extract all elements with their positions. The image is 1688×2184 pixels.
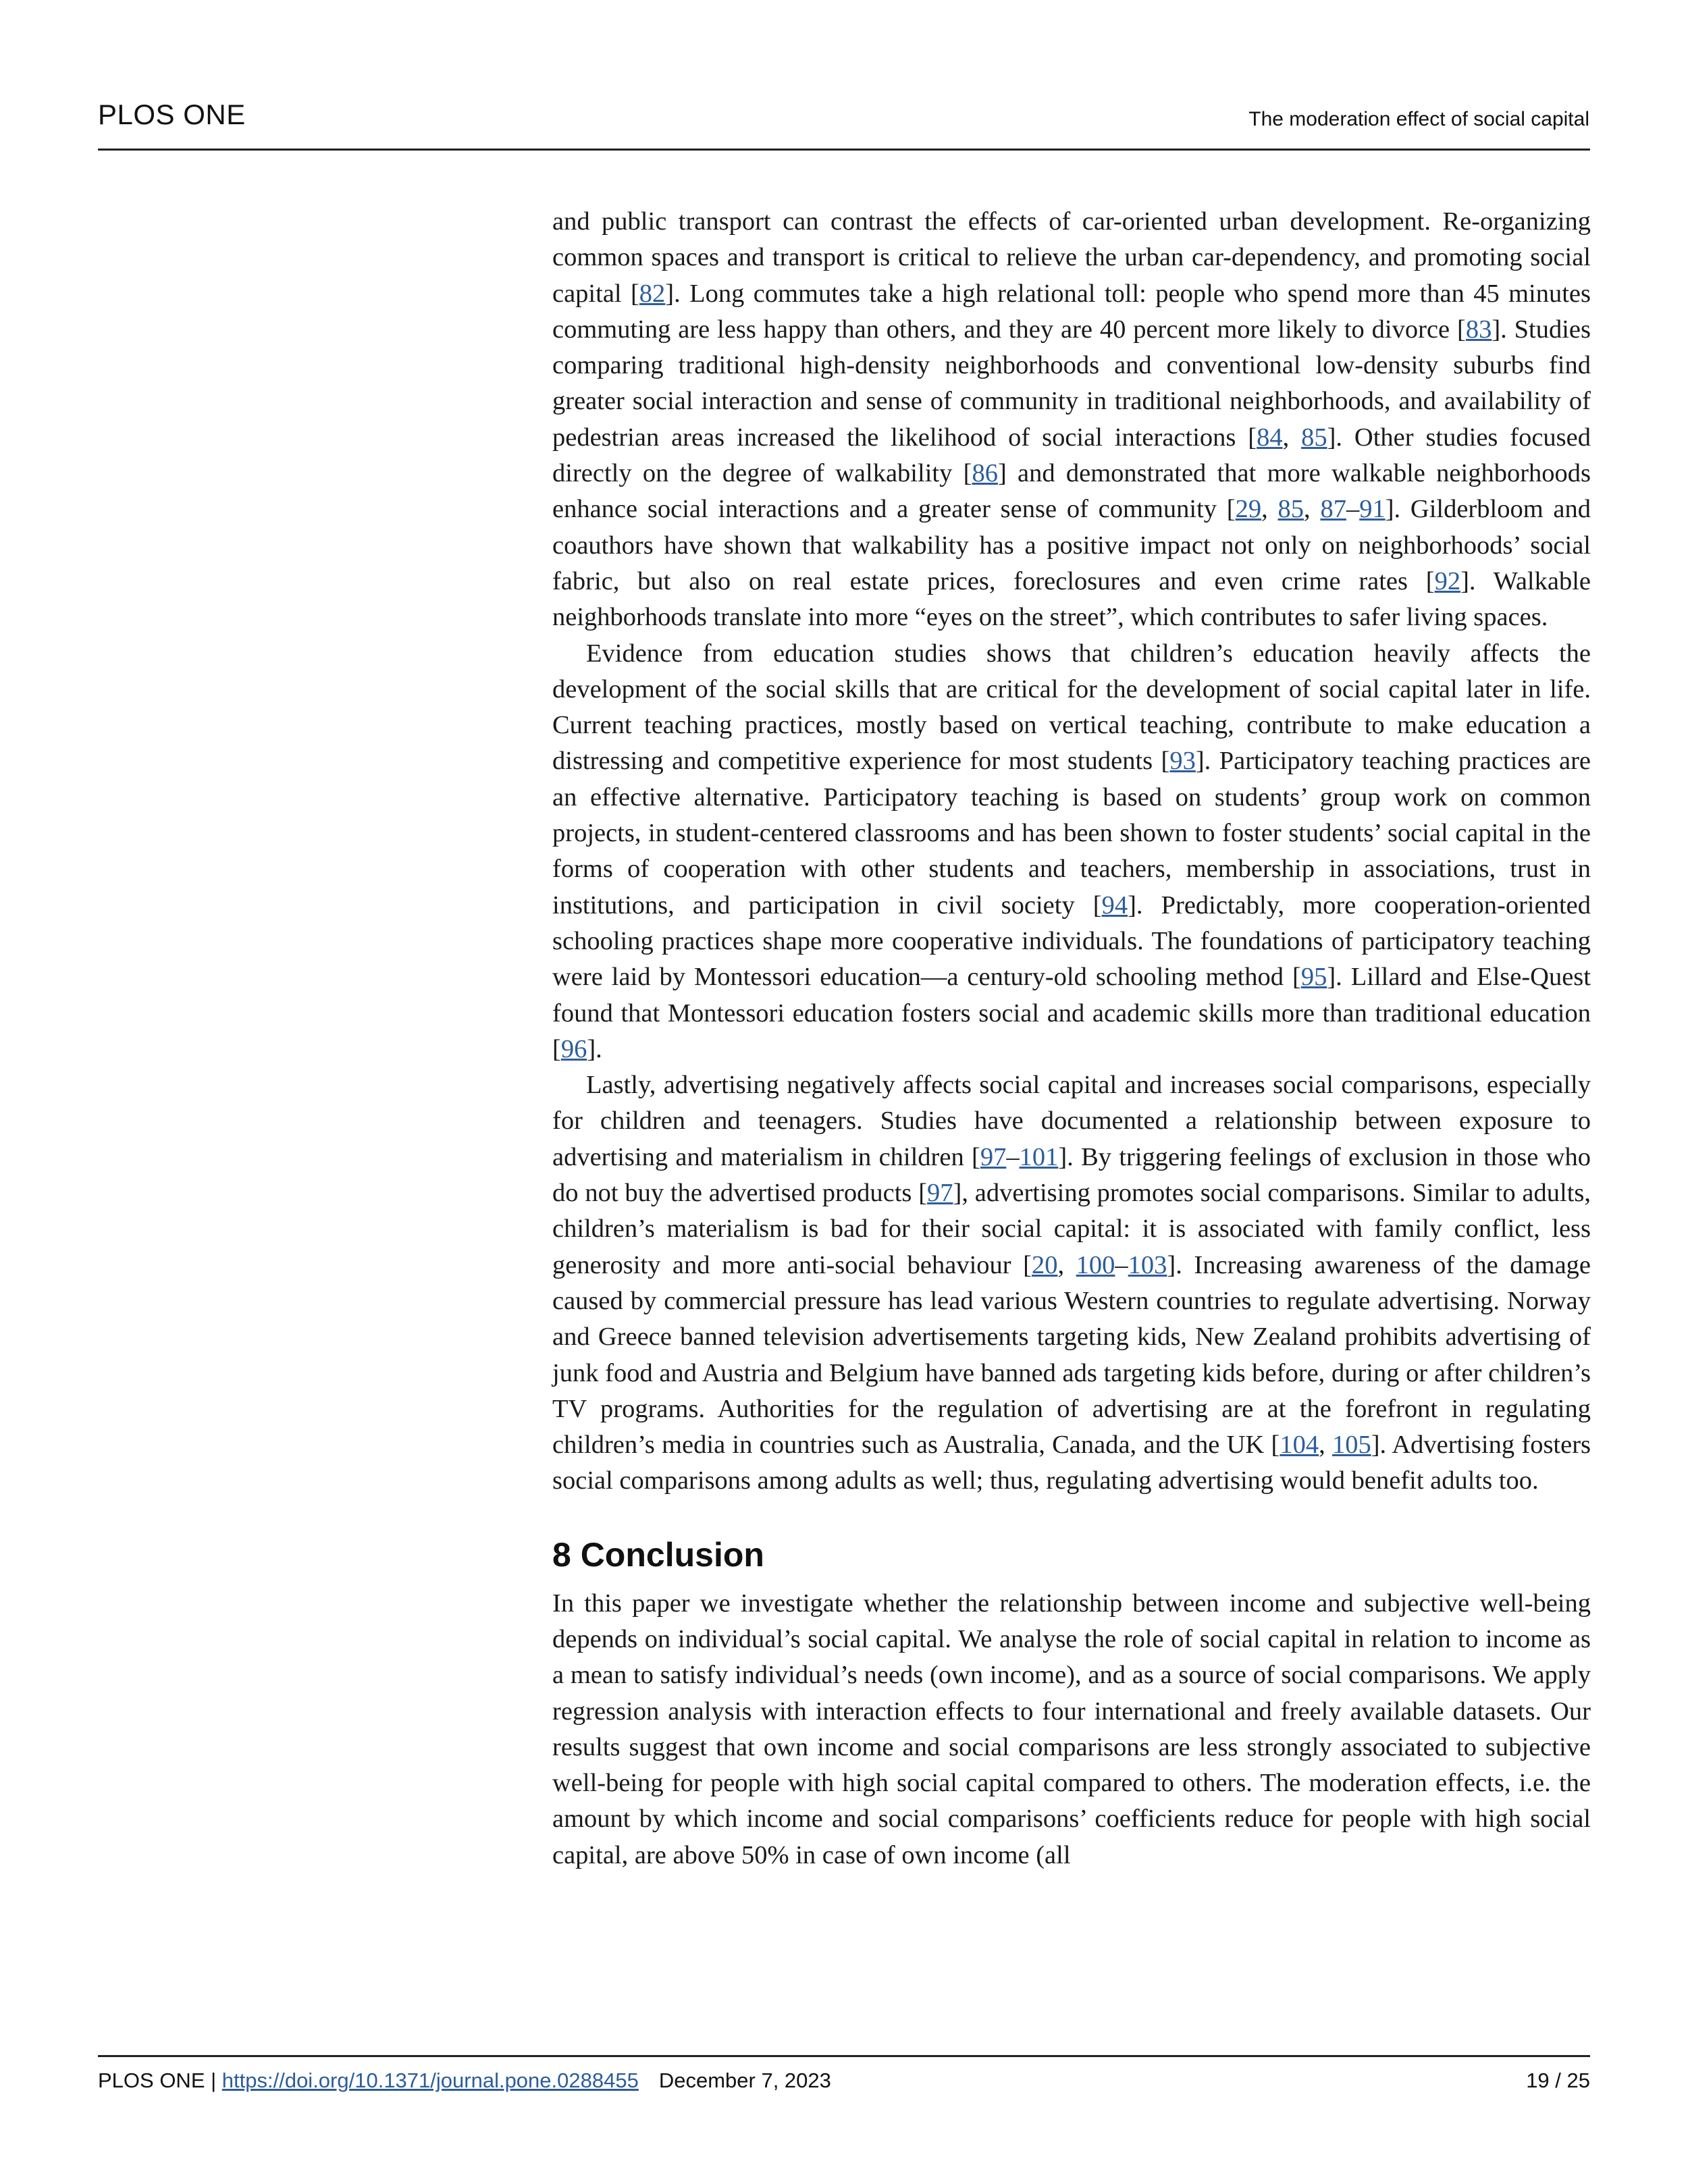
text-run: ], advertising promotes social comparisons. Similar to adults, children’s materialism is bad for their social capital: it is associated with family conflict, less generosity and more anti-social behaviour [: [552, 1179, 1591, 1279]
footer-rule: [98, 2055, 1590, 2057]
publication-date: December 7, 2023: [658, 2069, 831, 2092]
text-run: ] and demonstrated that more walkable neighborhoods enhance social interactions and a greater sense of community [: [552, 459, 1591, 524]
citation-link[interactable]: 97: [980, 1142, 1007, 1171]
section-title-conclusion: 8 Conclusion: [552, 1535, 764, 1574]
text-run: ]. Lillard and Else-Quest found that Montessori education fosters social and academic skills more than traditional education [: [552, 963, 1591, 1063]
footer-journal: PLOS ONE |: [98, 2069, 222, 2092]
citation-link[interactable]: 92: [1434, 566, 1461, 595]
citation-link[interactable]: 95: [1300, 963, 1327, 992]
text-run: Evidence from education studies shows that children’s education heavily affects the development of the social skills that are critical for the development of social capital later in life. Current teaching practices, mostly based on vertical teaching, contribute to make education a distressing and competitive experience for most students [: [552, 639, 1591, 776]
citation-link[interactable]: 100: [1076, 1250, 1115, 1279]
text-run: ,: [1304, 495, 1321, 524]
page-number: 19 / 25: [1526, 2069, 1590, 2092]
text-run: ]. Increasing awareness of the damage caused by commercial pressure has lead various Western countries to regulate advertising. Norway and Greece banned television advertisements targeting kids, New Zealand prohibits advertising of junk food and Austria and Belgium have banned ads targeting kids before, during or after children’s TV programs. Authorities for the regulation of advertising are at the forefront in regulating children’s media in countries such as Australia, Canada, and the UK [: [552, 1250, 1591, 1460]
journal-name: PLOS ONE: [98, 99, 246, 130]
citation-link[interactable]: 87: [1320, 495, 1346, 524]
citation-link[interactable]: 94: [1101, 890, 1128, 920]
citation-link[interactable]: 91: [1359, 495, 1386, 524]
citation-link[interactable]: 104: [1280, 1431, 1319, 1460]
text-run: –: [1346, 495, 1360, 524]
citation-link[interactable]: 85: [1301, 423, 1327, 452]
text-run: and public transport can contrast the effects of car-oriented urban development. Re-organizing common spaces and transport is critical to relieve the urban car-dependency, and promoting social capital [: [552, 207, 1591, 308]
citation-link[interactable]: 96: [560, 1034, 587, 1063]
citation-link[interactable]: 86: [972, 459, 998, 488]
citation-link[interactable]: 20: [1031, 1250, 1058, 1279]
text-run: ,: [1319, 1431, 1332, 1460]
page-footer: [98, 2069, 1590, 2093]
text-run: ]. By triggering feelings of exclusion in those who do not buy the advertised products [: [552, 1142, 1591, 1208]
text-run: Lastly, advertising negatively affects social capital and increases social comparisons, especially for children and teenagers. Studies have documented a relationship between exposure to advertising and materialism in children [: [552, 1071, 1591, 1171]
doi-link[interactable]: https://doi.org/10.1371/journal.pone.0288455: [221, 2069, 639, 2092]
text-run: ,: [1282, 423, 1302, 452]
paragraph-advertising: [552, 1067, 1591, 1499]
paragraph-urban: [552, 204, 1591, 636]
text-run: ]. Studies comparing traditional high-density neighborhoods and conventional low-density suburbs find greater social interaction and sense of community in traditional neighborhoods, and availability of pedestrian areas increased the likelihood of social interactions [: [552, 315, 1591, 452]
text-run: ]. Gilderbloom and coauthors have shown that walkability has a positive impact not only on neighborhoods’ social fabric, but also on real estate prices, foreclosures and even crime rates [: [552, 495, 1591, 595]
citation-link[interactable]: 84: [1257, 423, 1283, 452]
text-run: ,: [1057, 1250, 1076, 1279]
text-run: –: [1115, 1250, 1128, 1279]
running-title: The moderation effect of social capital: [1248, 108, 1589, 130]
citation-link[interactable]: 101: [1019, 1142, 1059, 1171]
text-run: ]. Participatory teaching practices are an effective alternative. Participatory teaching is based on students’ group work on common projects, in student-centered classrooms and has been shown to foster students’ social capital in the forms of cooperation with other students and teachers, membership in associations, trust in institutions, and participation in civil society [: [552, 747, 1591, 920]
citation-link[interactable]: 93: [1169, 747, 1196, 776]
citation-link[interactable]: 85: [1277, 495, 1304, 524]
citation-link[interactable]: 97: [927, 1179, 953, 1208]
article-body: [552, 204, 1591, 1873]
citation-link[interactable]: 105: [1331, 1431, 1371, 1460]
citation-link[interactable]: 103: [1128, 1250, 1167, 1279]
citation-link[interactable]: 29: [1235, 495, 1262, 524]
citation-link[interactable]: 83: [1465, 315, 1492, 344]
text-run: ].: [587, 1034, 602, 1063]
paragraph-education: [552, 636, 1591, 1068]
citation-link[interactable]: 82: [639, 279, 666, 308]
text-run: –: [1006, 1142, 1020, 1171]
header-rule: [98, 149, 1590, 151]
text-run: ]. Advertising fosters social comparisons among adults as well; thus, regulating advertising would benefit adults too.: [552, 1431, 1591, 1495]
text-run: In this paper we investigate whether the relationship between income and subjective well-being depends on individual’s social capital. We analyse the role of social capital in relation to income as a mean to satisfy individual’s needs (own income), and as a source of social comparisons. We apply regression analysis with interaction effects to four international and freely available datasets. Our results suggest that own income and social comparisons are less strongly associated to subjective well-being for people with high social capital compared to others. The moderation effects, i.e. the amount by which income and social comparisons’ coefficients reduce for people with high social capital, are above 50% in case of own income (all: [552, 1589, 1591, 1869]
text-run: ]. Walkable neighborhoods translate into more “eyes on the street”, which contributes to safer living spaces.: [552, 566, 1591, 632]
text-run: ]. Other studies focused directly on the degree of walkability [: [552, 423, 1591, 488]
text-run: ,: [1261, 495, 1278, 524]
text-run: ]. Predictably, more cooperation-oriented schooling practices shape more cooperative individuals. The foundations of participatory teaching were laid by Montessori education—a century-old schooling method [: [552, 890, 1591, 992]
paragraph-conclusion: [552, 1586, 1591, 1873]
text-run: ]. Long commutes take a high relational toll: people who spend more than 45 minutes commuting are less happy than others, and they are 40 percent more likely to divorce [: [552, 279, 1591, 344]
